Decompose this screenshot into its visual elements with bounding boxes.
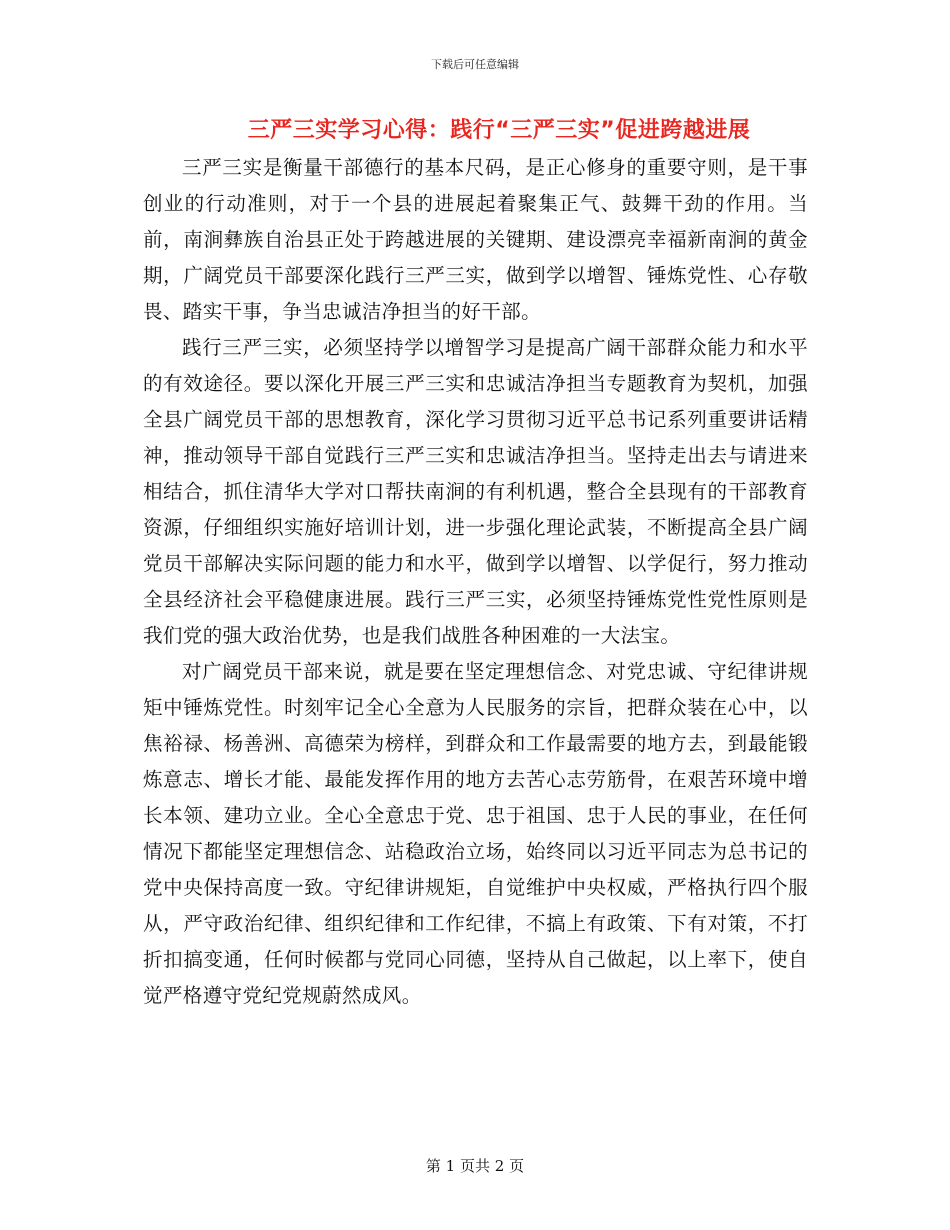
- paragraph-3: 对广阔党员干部来说，就是要在坚定理想信念、对党忠诚、守纪律讲规矩中锤炼党性。时刻牢记全心全意为人民服务的宗旨，把群众装在心中，以焦裕禄、杨善洲、高德荣为榜样，到群众和工作最需要的地方去，到最能锻炼意志、增长才能、最能发挥作用的地方去苦心志劳筋骨，在艰苦环境中增长本领、建功立业。全心全意忠于党、忠于祖国、忠于人民的事业，在任何情况下都能坚定理想信念、站稳政治立场，始终同以习近平同志为总书记的党中央保持高度一致。守纪律讲规矩，自觉维护中央权威，严格执行四个服从，严守政治纪律、组织纪律和工作纪律，不搞上有政策、下有对策，不打折扣搞变通，任何时候都与党同心同德，坚持从自己做起，以上率下，使自觉严格遵守党纪党规蔚然成风。: [143, 660, 808, 1007]
- page-number: 第 1 页共 2 页: [425, 1157, 525, 1175]
- document-body: [143, 150, 808, 1014]
- paragraph-1: 三严三实是衡量干部德行的基本尺码，是正心修身的重要守则，是干事创业的行动准则，对于一个县的进展起着聚集正气、鼓舞干劲的作用。当前，南涧彝族自治县正处于跨越进展的关键期、建设漂亮幸福新南涧的黄金期，广阔党员干部要深化践行三严三实，做到学以增智、锤炼党性、心存敬畏、踏实干事，争当忠诚洁净担当的好干部。: [143, 156, 808, 323]
- document-title: 三严三实学习心得：践行“三严三实”促进跨越进展: [247, 118, 751, 143]
- header-note: 下载后可任意编辑: [431, 58, 519, 71]
- paragraph-2: 践行三严三实，必须坚持学以增智学习是提高广阔干部群众能力和水平的有效途径。要以深化开展三严三实和忠诚洁净担当专题教育为契机，加强全县广阔党员干部的思想教育，深化学习贯彻习近平总书记系列重要讲话精神，推动领导干部自觉践行三严三实和忠诚洁净担当。坚持走出去与请进来相结合，抓住清华大学对口帮扶南涧的有利机遇，整合全县现有的干部教育资源，仔细组织实施好培训计划，进一步强化理论武装，不断提高全县广阔党员干部解决实际问题的能力和水平，做到学以增智、以学促行，努力推动全县经济社会平稳健康进展。践行三严三实，必须坚持锤炼党性党性原则是我们党的强大政治优势，也是我们战胜各种困难的一大法宝。: [143, 336, 808, 647]
